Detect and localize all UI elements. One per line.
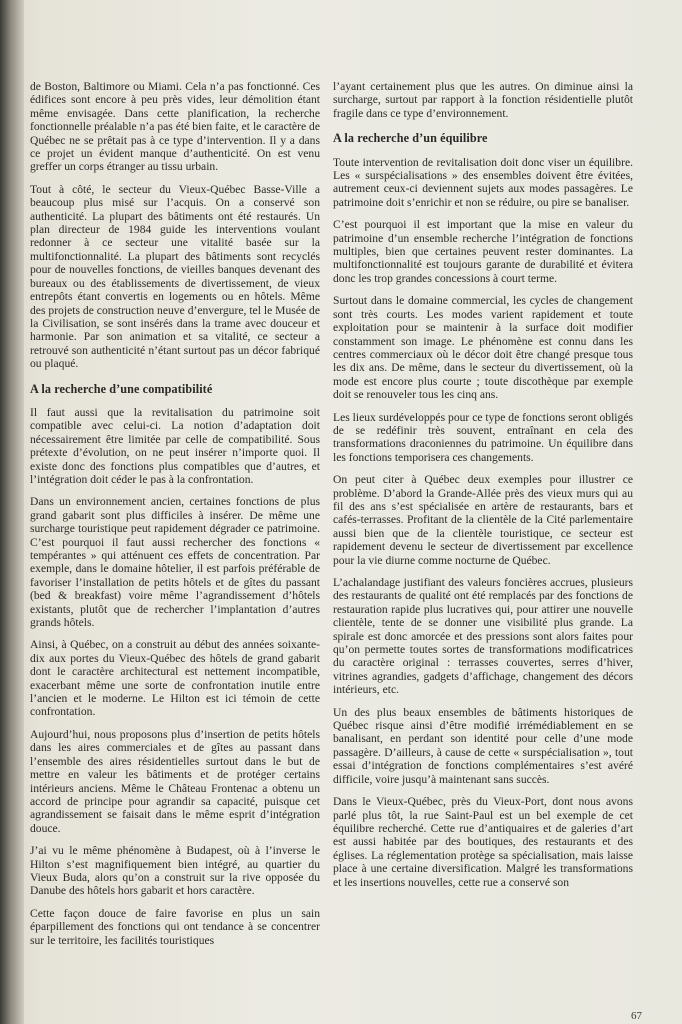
- left-paragraph-2: Tout à côté, le secteur du Vieux-Québec Basse-Ville a beaucoup plus misé sur l’acquis. On a conservé son authenticité. La plupart des bâtiments ont été restaurés. Un plan directeur de 1984 guide les interventions voulant redonner à ce secteur une vitalité basée sur la multifonctionnalité. La plupart des bâtiments sont recyclés pour de nouvelles fonctions, de vieilles banques devenant des bureaux ou des établissements de divertissement, de vieux entrepôts étant convertis en logements ou en hôtels. Même des projets de construction neuve d’envergure, tel le Musée de la Civilisation, se sont insérés dans la trame avec douceur et harmonie. Par son animation et sa vitalité, ce secteur a retrouvé son authenticité n’étant surtout pas un décor fabriqué ou plaqué.: [30, 182, 320, 371]
- left-paragraph-8: Cette façon douce de faire favorise en plus un sain éparpillement des fonctions qui ont tendance à se concentrer sur le territoire, les facilités touristiques: [30, 906, 320, 947]
- left-paragraph-5: Ainsi, à Québec, on a construit au début des années soixante-dix aux portes du Vieux-Québec des hôtels de grand gabarit dont le caractère architectural est nettement incompatible, exacerbant même une sorte de confrontation inutile entre l’ancien et le moderne. Le Hilton est ici témoin de cette confrontation.: [30, 638, 320, 719]
- left-paragraph-7: J’ai vu le même phénomène à Budapest, où à l’inverse le Hilton s’est magnifiquement bien intégré, au quartier du Vieux Buda, alors qu’on a construit sur la rive opposée du Danube des hôtels hors gabarit et hors caractère.: [30, 844, 320, 898]
- right-paragraph-6: On peut citer à Québec deux exemples pour illustrer ce problème. D’abord la Grande-Allée près des vieux murs qui au fil des ans s’est spécialisée en artère de restaurants, bars et cafés-terrasses. Profitant de la clientèle de la Cité parlementaire aussi bien que de la clientèle touristique, ce secteur est rapidement devenu le secteur de divertissement par excellence pour la vie diurne comme nocturne de Québec.: [333, 473, 633, 567]
- right-column: [333, 80, 633, 898]
- left-paragraph-1: de Boston, Baltimore ou Miami. Cela n’a pas fonctionné. Ces édifices sont encore à peu près vides, leur démolition étant même envisagée. Dans cette planification, la recherche fonctionnelle préalable n’a pas été bien faite, et le caractère de Québec ne se prêtait pas à ce type d’intervention. Il y a dans ce projet un évident manque d’authenticité. On est venu greffer un corps étranger au tissu urbain.: [30, 80, 320, 174]
- right-paragraph-9: Dans le Vieux-Québec, près du Vieux-Port, dont nous avons parlé plus tôt, la rue Saint-Paul est un bel exemple de cet équilibre recherché. Cette rue d’antiquaires et de galeries d’art est aussi habitée par des boutiques, des restaurants et des églises. La réglementation protège sa spécialisation, mais laisse place à une certaine diversification. Malgré les transformations et les insertions nouvelles, cette rue a conservé son: [333, 795, 633, 889]
- left-column: [30, 80, 320, 956]
- right-paragraph-2: Toute intervention de revitalisation doit donc viser un équilibre. Les « surspécialisations » des ensembles doivent être évitées, autrement ceux-ci deviennent sujets aux modes passagères. Le patrimoine doit s’enrichir et non se réduire, ou pire se banaliser.: [333, 155, 633, 209]
- right-paragraph-1: l’ayant certainement plus que les autres. On diminue ainsi la surcharge, surtout par rapport à la fonction résidentielle plutôt fragile dans ce type d’environnement.: [333, 80, 633, 120]
- right-paragraph-4: Surtout dans le domaine commercial, les cycles de changement sont très courts. Les modes varient rapidement et toute exploitation pour se maintenir à la surface doit modifier constamment son image. Le phénomène est connu dans les centres commerciaux où le décor doit être changé presque tous les dix ans. De même, dans le secteur du divertissement, où la mode est encore plus courte ; toute discothèque par exemple doit se renouveler tous les cinq ans.: [333, 294, 633, 402]
- right-heading-equilibre: A la recherche d’un équilibre: [333, 131, 488, 146]
- left-heading-compatibilite: A la recherche d’une compatibilité: [30, 381, 213, 396]
- page-number: 67: [631, 1010, 642, 1022]
- right-paragraph-7: L’achalandage justifiant des valeurs foncières accrues, plusieurs des restaurants de qualité ont été remplacés par des fonctions de restauration rapide plus lucratives qui, pour attirer une nouvelle clientèle, tente de se donner une visibilité plus grande. La spirale est donc amorcée et des pressions sont alors faites pour qu’on permette toutes sortes de transformations modificatrices du caractère original : terrasses couvertes, serres d’hiver, vitrines agrandies, gadgets d’affichage, changement des décors intérieurs, etc.: [333, 576, 633, 697]
- right-paragraph-8: Un des plus beaux ensembles de bâtiments historiques de Québec risque ainsi d’être modifié irrémédiablement en se banalisant, en perdant son identité pour celle d’une mode passagère. D’ailleurs, à cause de cette « surspécialisation », tout essai d’intégration de fonctions complémentaires s’est avéré difficile, voire jusqu’à maintenant sans succès.: [333, 705, 633, 786]
- left-paragraph-4: Dans un environnement ancien, certaines fonctions de plus grand gabarit sont plus difficiles à insérer. De même une surcharge touristique peut rapidement dégrader ce patrimoine. C’est pourquoi il faut aussi rechercher des fonctions « tempérantes » qui atténuent ces effets de concentration. Par exemple, dans le domaine hôtelier, il est parfois préférable de favoriser l’installation de petits hôtels et de gîtes du passant (bed & breakfast) voire même l’agrandissement d’hôtels existants, plutôt que de rechercher l’implantation d’autres grands hôtels.: [30, 495, 320, 630]
- left-paragraph-6: Aujourd’hui, nous proposons plus d’insertion de petits hôtels dans les aires commerciales et de gîtes au passant dans l’ensemble des aires résidentielles surtout dans le but de mettre en valeur les bâtiments et de protéger certains intérieurs anciens. Même le Château Frontenac a obtenu un accord de principe pour agrandir sa capacité, puisque cet agrandissement se faisait dans le même esprit d’intégration douce.: [30, 727, 320, 835]
- right-paragraph-5: Les lieux surdéveloppés pour ce type de fonctions seront obligés de se redéfinir très souvent, entraînant en cela des transformations draconiennes du patrimoine. Un équilibre dans les fonctions temporisera ces changements.: [333, 410, 633, 464]
- left-paragraph-3: Il faut aussi que la revitalisation du patrimoine soit compatible avec celui-ci. La notion d’adaptation doit nécessairement être limitée par celle de compatibilité. Sous prétexte d’évolution, on ne peut insérer n’importe quoi. Il existe donc des fonctions plus compatibles que d’autres, et l’intégration doit céder le pas à la confrontation.: [30, 405, 320, 486]
- book-gutter: [0, 0, 24, 1024]
- right-paragraph-3: C’est pourquoi il est important que la mise en valeur du patrimoine d’un ensemble recherche l’intégration de fonctions multiples, bien que certaines peuvent rester dominantes. La multifonctionnalité est toujours garante de durabilité et évitera donc les trop grandes concessions à court terme.: [333, 218, 633, 285]
